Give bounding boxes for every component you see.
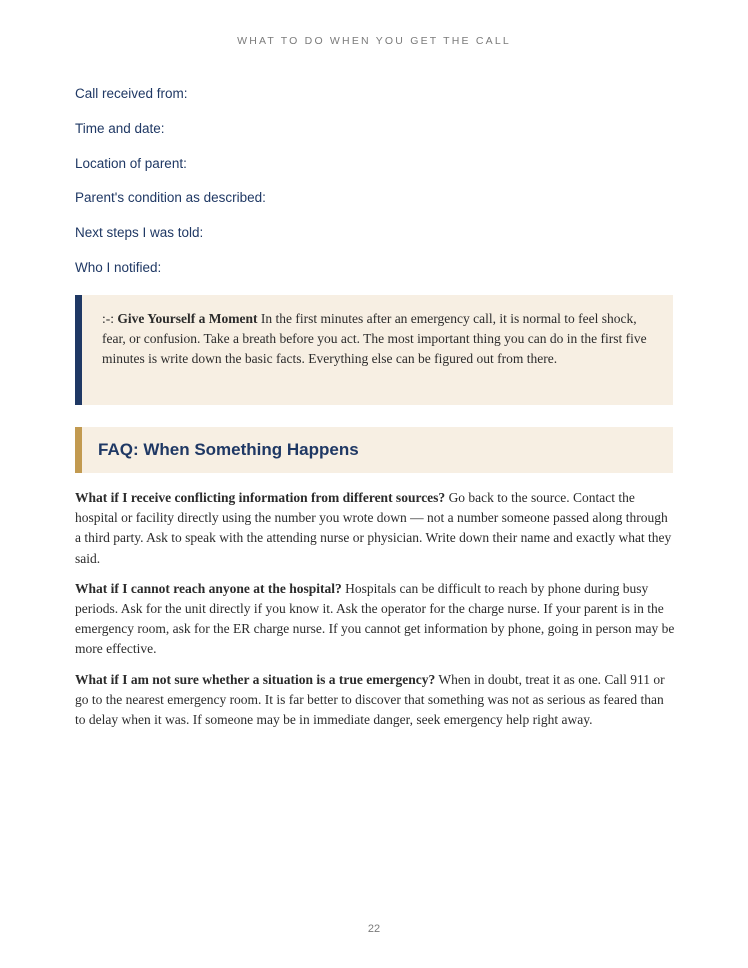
field-who-notified: Who I notified: — [75, 259, 162, 275]
faq-item — [75, 670, 675, 731]
callout-title: Give Yourself a Moment — [117, 311, 258, 326]
faq-answer: Go back to the source. Contact the hospital or facility directly using the number you wrote down — not a number someone passed along through a third party. Ask to speak with the attending nurse or physician. Write down their name and exactly what they said. — [75, 490, 672, 566]
page-number: 22 — [367, 923, 381, 935]
call-log-fields — [75, 85, 675, 294]
callout-prefix: :-: — [102, 311, 118, 326]
faq-answer: Hospitals can be difficult to reach by phone during busy periods. Ask for the unit directly if you know it. Ask the operator for the charge nurse. If your parent is in the emergency room, ask for the ER charge nurse. If you cannot get information by phone, going in person may be more effective. — [75, 580, 675, 657]
callout-body: In the first minutes after an emergency call, it is normal to feel shock, fear, or confusion. Take a breath before you act. The most important thing you can do in the first five minutes is write down the basic facts. Everything else can be figured out from there. — [102, 311, 647, 366]
faq-heading-box — [75, 427, 673, 473]
callout-text — [102, 309, 658, 369]
callout-box — [75, 295, 673, 405]
field-time-and-date: Time and date: — [75, 120, 165, 136]
faq-question: What if I receive conflicting information from different sources? — [75, 490, 446, 505]
field-parent-condition: Parent's condition as described: — [75, 190, 266, 206]
faq-item — [75, 579, 675, 660]
faq-answer: When in doubt, treat it as one. Call 911 or go to the nearest emergency room. It is far better to discover that something was not as serious as feared than to delay when it was. If someone may be in immediate danger, seek emergency help right away. — [75, 671, 665, 728]
faq-question: What if I cannot reach anyone at the hospital? — [75, 580, 342, 596]
field-location-of-parent: Location of parent: — [75, 155, 187, 171]
faq-heading: FAQ: When Something Happens — [98, 440, 359, 459]
field-call-received-from: Call received from: — [75, 86, 188, 101]
faq-item — [75, 488, 675, 569]
faq-question: What if I am not sure whether a situation is a true emergency? — [75, 671, 436, 687]
running-head: WHAT TO DO WHEN YOU GET THE CALL — [237, 35, 511, 47]
faq-list — [75, 488, 675, 740]
field-next-steps: Next steps I was told: — [75, 225, 204, 241]
